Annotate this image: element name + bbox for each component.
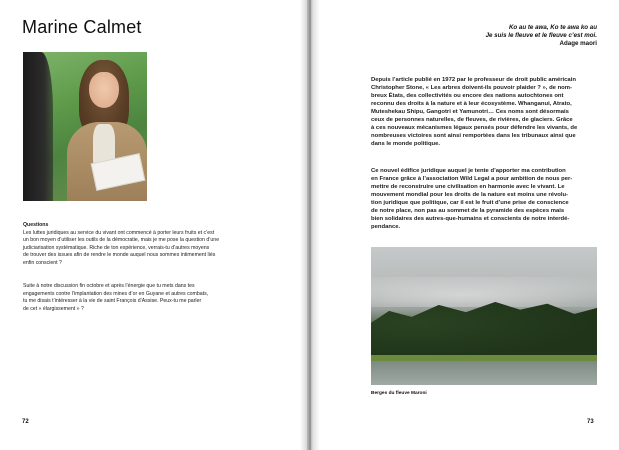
paragraph-line: breux États, des collectivités ou encore des nations autochtones ont [371,93,564,99]
paragraph-line: tion juridique que politique, car il est le fruit d’une prise de conscience [371,200,569,206]
paragraph-line: mouvement mondial pour les droits de la nature est moins une révolu- [371,192,569,198]
question-1-line: judiciarisation systématique. Riche de ton expérience, verrais-tu d’autres moyens [23,244,210,251]
river-photo [371,247,597,385]
paragraph-line: reconnu des droits à la nature et à leur écosystème. Whanganui, Atrato, [371,101,572,107]
question-1 [23,230,255,268]
body-paragraph-2 [371,167,599,231]
photo-caption: Berges du fleuve Maroni [371,391,427,396]
paragraph-line: à ces nouveaux mécanismes légaux pensés pour défendre les vivants, de [371,125,578,131]
paragraph-line: pendance. [371,224,401,230]
paragraph-line: de notre place, non pas au sommet de la pyramide des espèces mais [371,208,565,214]
paragraph-line: bien solidaires des autres-que-humains et conscients de notre interdé- [371,216,570,222]
question-1-line: enfin conscient ? [23,259,62,266]
epigraph-source: Adage maori [559,40,597,48]
right-page [311,0,619,450]
question-2-line: tu me disais t’intéresser à la vie de saint François d’Assise. Peux-tu me parler [23,298,202,305]
epigraph-quote-line: Ko au te awa, Ko te awa ko au [508,24,597,31]
question-1-line: de trouver des issues afin de rendre le monde auquel nous sommes intimement liés [23,252,216,259]
paragraph-line: en France grâce à l’association Wild Legal a pour ambition de nous per- [371,176,573,182]
question-1-line: un bon moyen d’utiliser les outils de la démocratie, mais je me pose la question d’une [23,237,220,244]
paragraph-line: Ce nouvel édifice juridique auquel je tente d’apporter ma contribution [371,168,566,174]
questions-heading: Questions [23,222,49,228]
left-page [0,0,307,450]
question-1-line: Les luttes juridiques au service du vivant ont commencé à porter leurs fruits et c’est [23,229,215,236]
page-number-right: 73 [587,419,594,425]
page-number-left: 72 [22,419,29,425]
paragraph-line: ceux de personnes naturelles, de fleuves, de rivières, de glaciers. Grâce [371,117,573,123]
paragraph-line: Depuis l’article publié en 1972 par le professeur de droit public américain [371,77,576,83]
paragraph-line: Christopher Stone, « Les arbres doivent-ils pouvoir plaider ? », de nom- [371,85,572,91]
paragraph-line: mettre de reconstruire une civilisation en harmonie avec le vivant. Le [371,184,565,190]
paragraph-line: dans le monde politique. [371,141,441,147]
epigraph [486,24,597,49]
question-2-line: de cet « élargissement » ? [23,305,84,312]
question-2 [23,283,255,313]
body-paragraph-1 [371,76,599,148]
question-2-line: engagements contre l’implantation des mines d’or en Guyane et autres combats, [23,290,209,297]
paragraph-line: Muteshekau Shipu, Gangotri et Yamunotri… Ces noms sont désormais [371,109,569,115]
question-2-line: Suite à notre discussion fin octobre et après l’énergie que tu mets dans tes [23,283,195,289]
epigraph-quote-line: Je suis le fleuve et le fleuve c’est moi. [485,32,597,40]
portrait-photo [23,52,147,201]
page-title: Marine Calmet [22,17,142,37]
paragraph-line: nombreuses victoires sont ainsi remportées dans les tribunaux ainsi que [371,133,576,139]
